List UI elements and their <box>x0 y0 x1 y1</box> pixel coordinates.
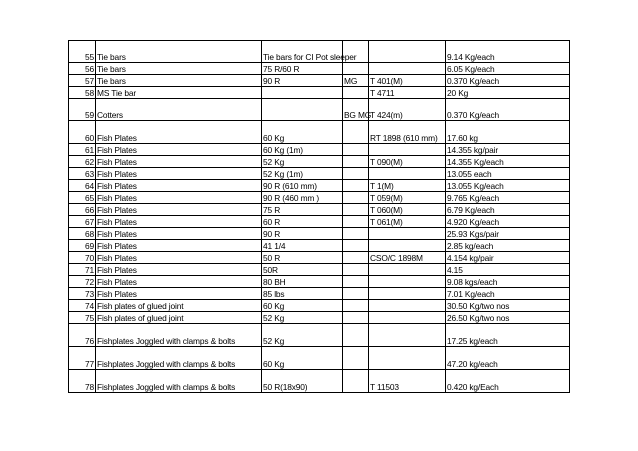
row-number-cell: 62 <box>69 156 96 168</box>
unit-weight-cell: 2.85 kg/each <box>446 240 570 252</box>
row-number-cell: 77 <box>69 347 96 370</box>
unit-weight-cell: 7.01 Kg/each <box>446 288 570 300</box>
drawing-number-cell: T 060(M) <box>369 204 446 216</box>
gauge-code-cell <box>343 216 369 228</box>
item-description-cell: Fish Plates <box>96 216 262 228</box>
item-description-cell: Fish Plates <box>96 204 262 216</box>
weights-table <box>68 40 570 393</box>
rail-section-cell: 80 BH <box>262 276 343 288</box>
gauge-code-cell <box>343 228 369 240</box>
rail-section-cell: 60 Kg <box>262 347 343 370</box>
drawing-number-cell <box>369 168 446 180</box>
rail-section-cell: 50 R(18x90) <box>262 370 343 393</box>
row-number-cell: 55 <box>69 41 96 63</box>
item-description-cell: Fish Plates <box>96 240 262 252</box>
table-row <box>69 99 570 121</box>
table-row <box>69 63 570 75</box>
table-row <box>69 228 570 240</box>
rail-section-cell: Tie bars for CI Pot sleeper <box>262 41 343 63</box>
unit-weight-cell: 6.79 Kg/each <box>446 204 570 216</box>
gauge-code-cell <box>343 204 369 216</box>
rail-section-cell: 90 R <box>262 228 343 240</box>
gauge-code-cell <box>343 156 369 168</box>
gauge-code-cell <box>343 168 369 180</box>
row-number-cell: 66 <box>69 204 96 216</box>
unit-weight-cell: 0.370 Kg/each <box>446 99 570 121</box>
gauge-code-cell <box>343 288 369 300</box>
row-number-cell: 71 <box>69 264 96 276</box>
row-number-cell: 67 <box>69 216 96 228</box>
row-number-cell: 65 <box>69 192 96 204</box>
unit-weight-cell: 4.15 <box>446 264 570 276</box>
item-description-cell: Fish Plates <box>96 228 262 240</box>
drawing-number-cell <box>369 347 446 370</box>
table-row <box>69 180 570 192</box>
table-row <box>69 240 570 252</box>
rail-section-cell: 50R <box>262 264 343 276</box>
unit-weight-cell: 9.08 kgs/each <box>446 276 570 288</box>
gauge-code-cell <box>343 180 369 192</box>
drawing-number-cell <box>369 144 446 156</box>
row-number-cell: 61 <box>69 144 96 156</box>
rail-section-cell: 90 R <box>262 75 343 87</box>
row-number-cell: 73 <box>69 288 96 300</box>
gauge-code-cell <box>343 63 369 75</box>
row-number-cell: 57 <box>69 75 96 87</box>
rail-section-cell: 52 Kg <box>262 156 343 168</box>
table-row <box>69 264 570 276</box>
table-row <box>69 252 570 264</box>
item-description-cell: Fish Plates <box>96 192 262 204</box>
table-row <box>69 370 570 393</box>
drawing-number-cell: T 1(M) <box>369 180 446 192</box>
table-row <box>69 168 570 180</box>
drawing-number-cell <box>369 324 446 347</box>
gauge-code-cell <box>343 144 369 156</box>
item-description-cell: Tie bars <box>96 63 262 75</box>
item-description-cell: Tie bars <box>96 75 262 87</box>
table-row <box>69 300 570 312</box>
unit-weight-cell: 14.355 Kg/each <box>446 156 570 168</box>
item-description-cell: Fish Plates <box>96 252 262 264</box>
row-number-cell: 60 <box>69 121 96 144</box>
unit-weight-cell: 20 Kg <box>446 87 570 99</box>
drawing-number-cell: CSO/C 1898M <box>369 252 446 264</box>
row-number-cell: 74 <box>69 300 96 312</box>
item-description-cell: Fish Plates <box>96 276 262 288</box>
rail-section-cell: 60 Kg (1m) <box>262 144 343 156</box>
table-row <box>69 156 570 168</box>
drawing-number-cell <box>369 228 446 240</box>
item-description-cell: Fish Plates <box>96 156 262 168</box>
gauge-code-cell <box>343 300 369 312</box>
gauge-code-cell <box>343 240 369 252</box>
table-row <box>69 312 570 324</box>
unit-weight-cell: 30.50 Kg/two nos <box>446 300 570 312</box>
drawing-number-cell <box>369 300 446 312</box>
table-row <box>69 276 570 288</box>
item-description-cell: MS Tie bar <box>96 87 262 99</box>
row-number-cell: 63 <box>69 168 96 180</box>
table-row <box>69 347 570 370</box>
rail-section-cell: 75 R/60 R <box>262 63 343 75</box>
rail-section-cell: 41 1/4 <box>262 240 343 252</box>
drawing-number-cell: T 090(M) <box>369 156 446 168</box>
item-description-cell: Fish plates of glued joint <box>96 312 262 324</box>
table-row <box>69 75 570 87</box>
drawing-number-cell <box>369 41 446 63</box>
rail-section-cell: 60 R <box>262 216 343 228</box>
item-description-cell: Fishplates Joggled with clamps & bolts <box>96 370 262 393</box>
table-body <box>69 41 570 393</box>
table-row <box>69 324 570 347</box>
unit-weight-cell: 17.60 kg <box>446 121 570 144</box>
rail-section-cell: 75 R <box>262 204 343 216</box>
unit-weight-cell: 6.05 Kg/each <box>446 63 570 75</box>
unit-weight-cell: 25.93 Kgs/pair <box>446 228 570 240</box>
gauge-code-cell <box>343 276 369 288</box>
table-row <box>69 87 570 99</box>
item-description-cell: Cotters <box>96 99 262 121</box>
unit-weight-cell: 14.355 kg/pair <box>446 144 570 156</box>
drawing-number-cell: RT 1898 (610 mm) <box>369 121 446 144</box>
drawing-number-cell <box>369 288 446 300</box>
gauge-code-cell <box>343 370 369 393</box>
drawing-number-cell: T 11503 <box>369 370 446 393</box>
rail-section-cell: 60 Kg <box>262 300 343 312</box>
rail-section-cell: 52 Kg (1m) <box>262 168 343 180</box>
row-number-cell: 78 <box>69 370 96 393</box>
table-row <box>69 192 570 204</box>
drawing-number-cell <box>369 264 446 276</box>
rail-section-cell: 85 lbs <box>262 288 343 300</box>
gauge-code-cell: BG MG <box>343 99 369 121</box>
unit-weight-cell: 13.055 Kg/each <box>446 180 570 192</box>
item-description-cell: Tie bars <box>96 41 262 63</box>
drawing-number-cell: T 4711 <box>369 87 446 99</box>
row-number-cell: 59 <box>69 99 96 121</box>
table-row <box>69 121 570 144</box>
row-number-cell: 72 <box>69 276 96 288</box>
rail-section-cell: 52 Kg <box>262 324 343 347</box>
table-row <box>69 204 570 216</box>
item-description-cell: Fish Plates <box>96 168 262 180</box>
unit-weight-cell: 9.765 Kg/each <box>446 192 570 204</box>
gauge-code-cell <box>343 347 369 370</box>
item-description-cell: Fish Plates <box>96 180 262 192</box>
row-number-cell: 75 <box>69 312 96 324</box>
gauge-code-cell <box>343 87 369 99</box>
drawing-number-cell <box>369 312 446 324</box>
item-description-cell: Fish Plates <box>96 264 262 276</box>
drawing-number-cell <box>369 240 446 252</box>
gauge-code-cell <box>343 121 369 144</box>
table-row <box>69 144 570 156</box>
gauge-code-cell <box>343 312 369 324</box>
rail-section-cell: 90 R (460 mm ) <box>262 192 343 204</box>
row-number-cell: 68 <box>69 228 96 240</box>
drawing-number-cell <box>369 276 446 288</box>
table-row <box>69 41 570 63</box>
drawing-number-cell: T 061(M) <box>369 216 446 228</box>
gauge-code-cell <box>343 264 369 276</box>
row-number-cell: 58 <box>69 87 96 99</box>
drawing-number-cell <box>369 63 446 75</box>
item-description-cell: Fish plates of glued joint <box>96 300 262 312</box>
table-row <box>69 288 570 300</box>
row-number-cell: 56 <box>69 63 96 75</box>
unit-weight-cell: 4.154 kg/pair <box>446 252 570 264</box>
unit-weight-cell: 4.920 Kg/each <box>446 216 570 228</box>
row-number-cell: 69 <box>69 240 96 252</box>
unit-weight-cell: 13.055 each <box>446 168 570 180</box>
item-description-cell: Fish Plates <box>96 121 262 144</box>
gauge-code-cell <box>343 324 369 347</box>
item-description-cell: Fishplates Joggled with clamps & bolts <box>96 347 262 370</box>
item-description-cell: Fish Plates <box>96 288 262 300</box>
row-number-cell: 76 <box>69 324 96 347</box>
unit-weight-cell: 26.50 Kg/two nos <box>446 312 570 324</box>
gauge-code-cell <box>343 192 369 204</box>
unit-weight-cell: 0.420 kg/Each <box>446 370 570 393</box>
gauge-code-cell <box>343 252 369 264</box>
rail-section-cell: 50 R <box>262 252 343 264</box>
gauge-code-cell: MG <box>343 75 369 87</box>
rail-section-cell: 60 Kg <box>262 121 343 144</box>
drawing-number-cell: T 059(M) <box>369 192 446 204</box>
rail-section-cell: 52 Kg <box>262 312 343 324</box>
unit-weight-cell: 17.25 kg/each <box>446 324 570 347</box>
rail-section-cell <box>262 99 343 121</box>
rail-section-cell: 90 R (610 mm) <box>262 180 343 192</box>
unit-weight-cell: 47.20 kg/each <box>446 347 570 370</box>
unit-weight-cell: 9.14 Kg/each <box>446 41 570 63</box>
item-description-cell: Fishplates Joggled with clamps & bolts <box>96 324 262 347</box>
drawing-number-cell: T 401(M) <box>369 75 446 87</box>
drawing-number-cell: T 424(m) <box>369 99 446 121</box>
table-row <box>69 216 570 228</box>
unit-weight-cell: 0.370 Kg/each <box>446 75 570 87</box>
row-number-cell: 70 <box>69 252 96 264</box>
rail-section-cell <box>262 87 343 99</box>
item-description-cell: Fish Plates <box>96 144 262 156</box>
row-number-cell: 64 <box>69 180 96 192</box>
